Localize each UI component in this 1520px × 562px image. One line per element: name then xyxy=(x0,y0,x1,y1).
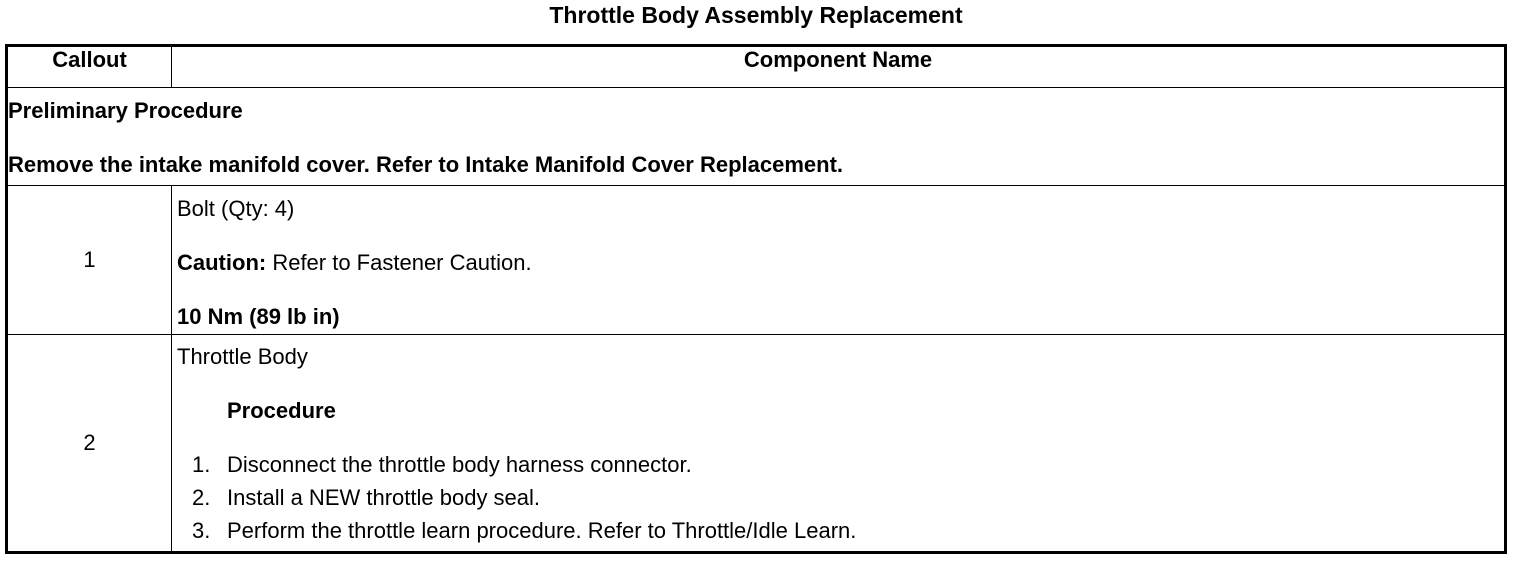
step-text: Disconnect the throttle body harness connector. xyxy=(227,452,692,477)
caution-line xyxy=(177,250,1504,276)
preliminary-procedure-row xyxy=(7,88,1506,186)
table-row xyxy=(7,335,1506,553)
procedure-steps xyxy=(177,452,1504,544)
callout-cell: 1 xyxy=(7,186,172,335)
preliminary-procedure-cell xyxy=(7,88,1506,186)
caution-label: Caution: xyxy=(177,250,267,275)
table-header-row xyxy=(7,46,1506,88)
component-name: Bolt (Qty: 4) xyxy=(177,196,295,221)
column-header-component-name: Component Name xyxy=(172,46,1506,88)
step-number: 2. xyxy=(192,485,211,510)
step-text: Perform the throttle learn procedure. Refer to Throttle/Idle Learn. xyxy=(227,518,857,543)
procedure-table xyxy=(5,44,1507,554)
component-cell xyxy=(172,335,1506,553)
procedure-step xyxy=(177,518,1504,544)
document-title: Throttle Body Assembly Replacement xyxy=(549,2,963,28)
step-number: 1. xyxy=(192,452,211,477)
step-text: Install a NEW throttle body seal. xyxy=(227,485,541,510)
preliminary-procedure-text: Remove the intake manifold cover. Refer to Intake Manifold Cover Replacement. xyxy=(8,152,844,177)
table-row xyxy=(7,186,1506,335)
component-name: Throttle Body xyxy=(177,344,308,369)
column-header-callout: Callout xyxy=(7,46,172,88)
procedure-heading: Procedure xyxy=(227,398,336,423)
callout-cell: 2 xyxy=(7,335,172,553)
step-number: 3. xyxy=(192,518,211,543)
preliminary-procedure-heading: Preliminary Procedure xyxy=(8,98,243,123)
procedure-step xyxy=(177,452,1504,478)
caution-text: Refer to Fastener Caution. xyxy=(266,250,532,275)
torque-spec: 10 Nm (89 lb in) xyxy=(177,304,340,329)
procedure-step xyxy=(177,485,1504,511)
component-cell xyxy=(172,186,1506,335)
